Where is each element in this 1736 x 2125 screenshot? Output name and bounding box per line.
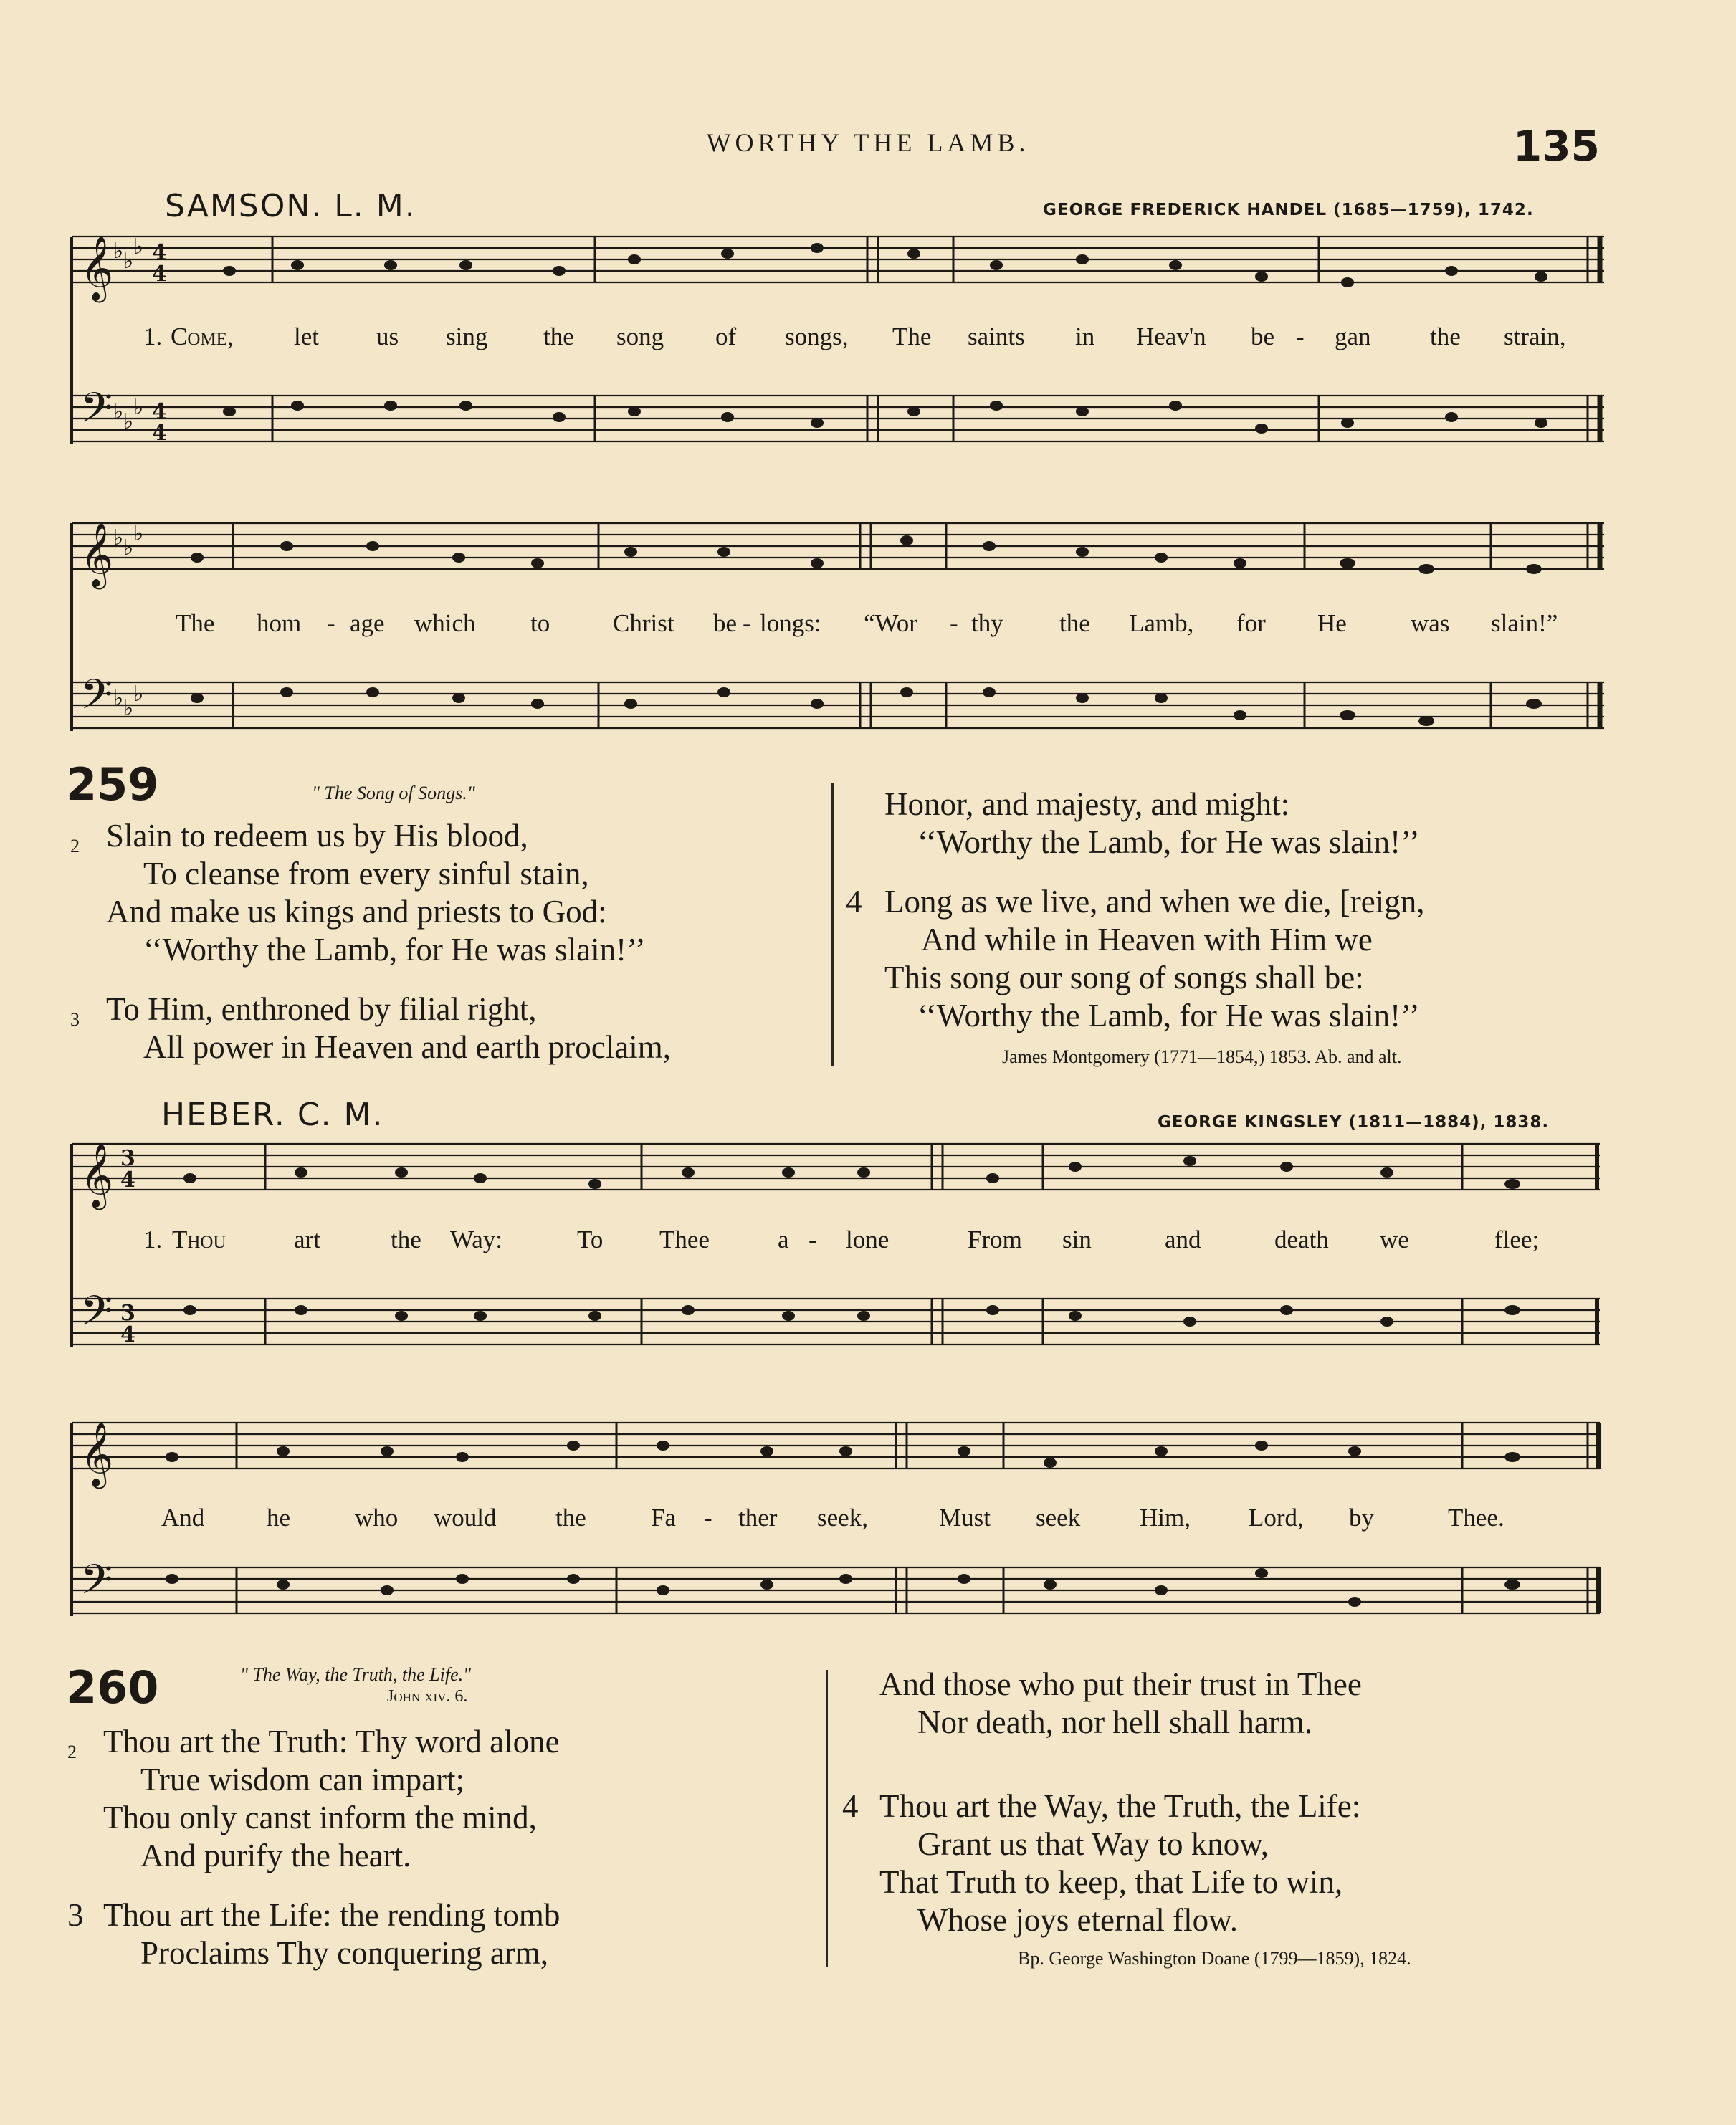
svg-text:𝄞: 𝄞 [80, 1143, 114, 1208]
svg-text:4: 4 [152, 240, 167, 265]
svg-text:♭: ♭ [133, 682, 144, 707]
svg-text:4: 4 [152, 421, 167, 446]
verse-259-4: 4 Long as we live, and when we die, [reign, And while in Heaven with Him we This song our song of songs shall be: ‘‘Worthy the Lamb, for He was slain!’’ [846, 884, 1425, 1033]
running-title: WORTHY THE LAMB. [706, 128, 1030, 157]
verse-260-2: 2 Thou art the Truth: Thy word alone True wisdom can impart; Thou only canst inform the mind, And purify the heart. [67, 1724, 560, 1873]
verse-260-4: 4 Thou art the Way, the Truth, the Life: Grant us that Way to know, That Truth to keep, that Life to win, Whose joys eternal flow. [842, 1788, 1361, 1938]
page-number: 135 [1512, 122, 1600, 171]
column-divider-259 [831, 783, 834, 1066]
svg-text:3: 3 [120, 1146, 135, 1171]
svg-text:4: 4 [152, 262, 167, 287]
author-attribution-260: Bp. George Washington Doane (1799—1859), 1824. [1018, 1948, 1411, 1969]
verse-259-3: 3 To Him, enthroned by filial right, All power in Heaven and earth proclaim, [70, 991, 671, 1065]
music-system-259-1 [0, 215, 1736, 459]
hymn-number-259: 259 [66, 758, 159, 811]
svg-text:♭: ♭ [123, 535, 134, 560]
svg-text:♭: ♭ [123, 249, 134, 274]
svg-text:𝄞: 𝄞 [80, 1422, 114, 1486]
tune-name-heber: HEBER. C. M. [161, 1097, 384, 1133]
scripture-reference: John xiv. 6. [387, 1687, 468, 1706]
svg-text:♭: ♭ [133, 234, 144, 259]
svg-text:4: 4 [152, 399, 167, 424]
svg-text:♭: ♭ [113, 525, 124, 550]
svg-text:♭: ♭ [113, 239, 124, 264]
svg-text:♭: ♭ [123, 696, 134, 721]
composer-kingsley: GEORGE KINGSLEY (1811—1884), 1838. [1158, 1113, 1550, 1132]
author-attribution-259: James Montgomery (1771—1854,) 1853. Ab. and alt. [1002, 1046, 1402, 1067]
svg-text:♭: ♭ [133, 395, 144, 420]
composer-handel: GEORGE FREDERICK HANDEL (1685—1759), 1742. [1043, 201, 1534, 219]
svg-text:𝄢: 𝄢 [80, 670, 113, 729]
tune-name-samson: SAMSON. L. M. [165, 188, 416, 224]
svg-text:♭: ♭ [113, 686, 124, 711]
svg-text:4: 4 [120, 1322, 135, 1347]
svg-text:𝄞: 𝄞 [80, 522, 114, 587]
verse-259-3-cont: Honor, and majesty, and might: ‘‘Worthy the Lamb, for He was slain!’’ [884, 786, 1420, 860]
verse-259-2: 2 Slain to redeem us by His blood, To cleanse from every sinful stain, And make us kings and priests to God: ‘‘Worthy the Lamb, for He was slain!’’ [70, 818, 646, 968]
hymn-number-260: 260 [66, 1661, 159, 1714]
svg-text:𝄢: 𝄢 [80, 1555, 113, 1614]
column-divider-260 [826, 1670, 828, 1967]
hymn-260-subtitle: " The Way, the Truth, the Life." [240, 1664, 472, 1685]
svg-text:𝄢: 𝄢 [80, 383, 113, 442]
svg-text:4: 4 [120, 1167, 135, 1193]
svg-text:♭: ♭ [123, 409, 134, 434]
svg-text:𝄞: 𝄞 [80, 236, 114, 300]
verse-260-3: 3 Thou art the Life: the rending tomb Proclaims Thy conquering arm, [67, 1897, 561, 1971]
hymn-259-subtitle: " The Song of Songs." [312, 783, 475, 803]
verse-260-3-cont: And those who put their trust in Thee Nor death, nor hell shall harm. [879, 1666, 1362, 1740]
svg-text:♭: ♭ [133, 521, 144, 546]
svg-text:𝄢: 𝄢 [80, 1286, 113, 1345]
svg-text:♭: ♭ [113, 399, 124, 424]
svg-text:3: 3 [120, 1301, 135, 1326]
